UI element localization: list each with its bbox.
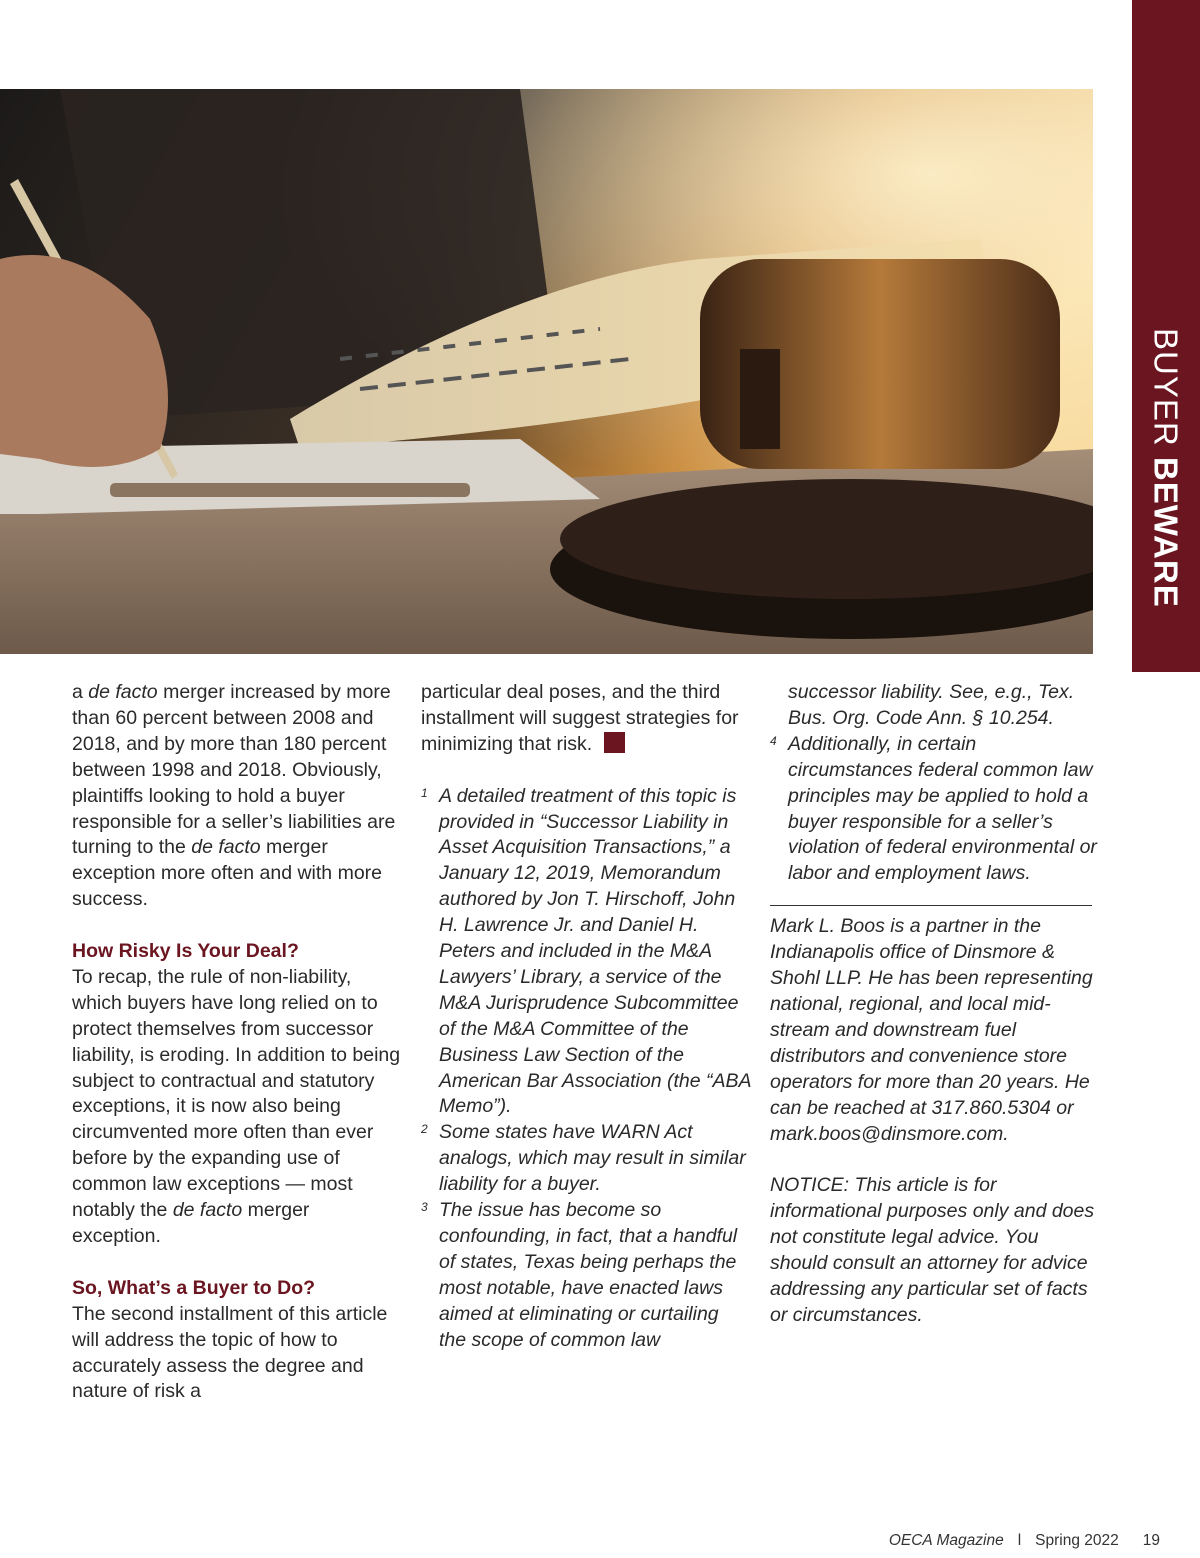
footnote: 3 The issue has become so confounding, in fact, that a handful of states, Texas being perhaps the most notable, have enacted laws aimed at eliminating or curtailing the scope of common law [421, 1198, 751, 1353]
footnote: 4 Additionally, in certain circumstances federal common law principles may be applied to hold a buyer responsible for a seller’s violation of federal environmental or labor and employment laws. [770, 732, 1100, 887]
article-column-2 [421, 680, 751, 1354]
page-footer [889, 1532, 1160, 1550]
magazine-name: OECA Magazine [888, 1532, 1004, 1549]
end-of-article-mark [604, 732, 625, 753]
gavel-and-document-photo [0, 89, 1093, 654]
footer-separator: l [1017, 1532, 1022, 1549]
paragraph: To recap, the rule of non-liability, which buyers have long relied on to protect themselves from successor liability, is eroding. In addition to being subject to contractual and statutory exceptions, it is now also being circumvented more often than ever before by the expanding use of common law exceptions — most notably the de facto merger exception. [72, 965, 401, 1248]
article-column-1 [72, 680, 402, 1405]
footnote-number: 4 [770, 733, 777, 748]
section-heading: How Risky Is Your Deal? [72, 940, 299, 963]
footnote-continued: successor liability. See, e.g., Tex. Bus. Org. Code Ann. § 10.254. [788, 681, 1075, 729]
article-column-3 [770, 680, 1100, 1329]
footnote-number: 2 [421, 1122, 428, 1137]
section-title [1147, 328, 1185, 608]
author-bio: Mark L. Boos is a partner in the Indianapolis office of Dinsmore & Shohl LLP. He has been representing national, regional, and local mid-stream and downstream fuel distributors and convenience store operators for more than 20 years. He can be reached at 317.860.5304 or mark.boos@dinsmore.com. [770, 915, 1093, 1145]
paragraph: particular deal poses, and the third installment will suggest strategies for minimizing that risk. [421, 681, 739, 755]
footnote: 1 A detailed treatment of this topic is provided in “Successor Liability in Asset Acquisition Transactions,” a January 12, 2019, Memorandum authored by Jon T. Hirschoff, John H. Lawrence Jr. and Daniel H. Peters and included in the M&A Lawyers’ Library, a service of the M&A Jurisprudence Subcommittee of the M&A Committee of the Business Law Section of the American Bar Association (the “ABA Memo”). [421, 784, 751, 1121]
section-heading: So, What’s a Buyer to Do? [72, 1276, 316, 1299]
issue-date: Spring 2022 [1035, 1532, 1119, 1549]
paragraph: The second installment of this article will address the topic of how to accurately assess the degree and nature of risk a [72, 1302, 388, 1403]
footnote: 2 Some states have WARN Act analogs, which may result in similar liability for a buyer. [421, 1120, 751, 1198]
divider [770, 905, 1092, 906]
section-title-light: BUYER [1147, 328, 1185, 457]
footnote-number: 1 [421, 785, 428, 800]
section-title-bold: BEWARE [1147, 456, 1185, 608]
footnote-number: 3 [421, 1200, 428, 1215]
page-number: 19 [1142, 1532, 1160, 1549]
legal-notice: NOTICE: This article is for informational purposes only and does not constitute legal advice. You should consult an attorney for advice addressing any particular set of facts or circumstances. [770, 1174, 1095, 1326]
paragraph: a de facto merger increased by more than 60 percent between 2008 and 2018, and by more than 180 percent between 1998 and 2018. Obviously, plaintiffs looking to hold a buyer responsible for a seller’s liabilities are turning to the de facto merger exception more often and with more success. [72, 681, 396, 911]
